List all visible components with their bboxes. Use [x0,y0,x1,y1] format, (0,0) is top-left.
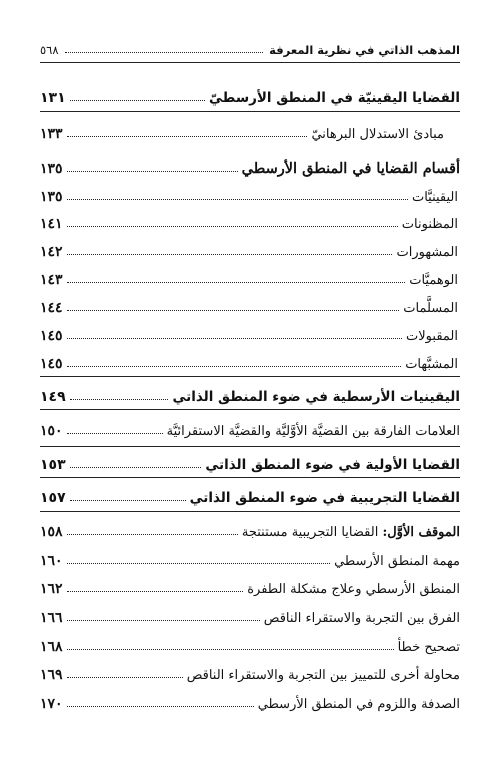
running-header [40,41,460,59]
toc-entry[interactable] [40,82,460,106]
toc-leader [67,563,331,564]
toc-entry-label: العلامات الفارقة بين القضيَّة الأوَّليَّة والقضيَّة الاستقرائيَّة [166,424,460,439]
toc-entry[interactable] [40,688,460,712]
toc-entry-label [242,525,460,540]
toc-entry-page: ١٥٠ [40,423,63,439]
toc-entry-label: الفرق بين التجربة والاستقراء الناقص [263,611,460,626]
toc-leader [67,591,244,592]
toc-entry-label: الصدفة واللزوم في المنطق الأرسطي [257,697,460,712]
section-divider [40,511,460,512]
toc-leader [67,199,408,200]
toc-entry-label: اليقينيَّات [411,190,458,205]
toc-entry-label: المنطق الأرسطي وعلاج مشكلة الطفرة [247,582,460,597]
toc-entry-label: تصحيح خطأ [397,640,460,655]
toc-leader [70,500,186,501]
toc-entry-page: ١٦٩ [40,667,63,683]
toc-entry[interactable] [40,118,460,142]
toc-leader [67,534,238,535]
toc-entry-page: ١٤٥ [40,356,63,372]
toc-entry[interactable] [40,236,460,260]
toc-entry-label: المشهورات [396,245,458,260]
toc-entry-label: مهمة المنطق الأرسطي [334,554,460,569]
toc-entry-page: ١٥٣ [40,457,66,473]
toc-entry[interactable] [40,545,460,569]
toc-entry-page: ١٥٨ [40,524,63,540]
toc-entry-label: أقسام القضايا في المنطق الأرسطي [241,160,460,177]
toc-leader [67,620,260,621]
toc-leader [67,706,254,707]
toc-entry[interactable] [40,415,460,439]
toc-leader [70,399,169,400]
toc-entry[interactable] [40,631,460,655]
toc-entry[interactable] [40,482,460,506]
header-rule [40,62,460,63]
toc-entry-page: ١٦٦ [40,610,63,626]
toc-leader [67,338,402,339]
section-divider [40,376,460,377]
toc-entry[interactable] [40,292,460,316]
toc-entry-page: ١٤٥ [40,328,63,344]
toc-leader [70,467,202,468]
toc-entry[interactable] [40,573,460,597]
section-divider [40,477,460,478]
toc-entry-label-rest: القضايا التجريبية مستنتجة [241,525,383,540]
toc-entry-label: محاولة أخرى للتمييز بين التجربة والاستقراء الناقص [186,668,460,683]
section-divider [40,446,460,447]
toc-leader [67,677,183,678]
toc-entry[interactable] [40,602,460,626]
toc-leader [67,310,400,311]
toc-entry-page: ١٥٧ [40,490,66,506]
toc-entry-label: مبادئ الاستدلال البرهانيّ [311,127,444,142]
toc-entry-label: اليقينيات الأرسطية في ضوء المنطق الذاتي [172,389,460,405]
toc-entry-page: ١٤٩ [40,389,66,405]
toc-entry[interactable] [40,449,460,473]
toc-leader [67,366,402,367]
toc-entry-page: ١٣٣ [40,126,63,142]
toc-entry[interactable] [40,320,460,344]
header-leader [65,52,264,53]
toc-entry-page: ١٤٤ [40,300,63,316]
toc-entry-label: المظنونات [401,217,458,232]
toc-entry[interactable] [40,659,460,683]
toc-entry-page: ١٦٠ [40,553,63,569]
toc-leader [67,254,393,255]
toc-entry[interactable] [40,381,460,405]
running-page-number: ٥٦٨ [40,43,59,57]
toc-entry[interactable] [40,181,460,205]
toc-entry-page: ١٦٨ [40,639,63,655]
toc-entry-label: المشبَّهات [405,357,458,372]
toc-leader [67,226,398,227]
toc-leader [67,171,238,172]
toc-entry[interactable] [40,264,460,288]
toc-entry-page: ١٣٥ [40,161,63,177]
toc-entry-label-bold: الموقف الأوَّل: [382,525,460,540]
section-divider [40,111,460,112]
toc-entry-page: ١٦٢ [40,581,63,597]
section-divider [40,409,460,410]
toc-entry-label: القضايا التجريبية في ضوء المنطق الذاتي [189,490,460,506]
toc-entry-label: القضايا اليقينيّة في المنطق الأرسطيّ [209,90,460,106]
toc-entry-page: ١٤٢ [40,244,63,260]
toc-entry[interactable] [40,153,460,177]
toc-entry-page: ١٤١ [40,216,63,232]
toc-entry-label: الوهميَّات [409,273,458,288]
toc-leader [70,100,205,101]
toc-entry-label: القضايا الأولية في ضوء المنطق الذاتي [205,457,460,473]
toc-entry[interactable] [40,208,460,232]
toc-entry[interactable] [40,348,460,372]
toc-entry-page: ١٣١ [40,90,66,106]
toc-leader [67,433,163,434]
toc-entry-page: ١٣٥ [40,189,63,205]
toc-leader [67,649,394,650]
toc-leader [67,136,308,137]
toc-entry-label: المقبولات [406,329,458,344]
toc-entry[interactable] [40,516,460,540]
running-title: المذهب الذاتي في نظرية المعرفة [269,43,460,57]
toc-entry-page: ١٧٠ [40,696,63,712]
toc-leader [67,282,406,283]
toc-entry-label: المسلَّمات [403,301,458,316]
toc-entry-page: ١٤٣ [40,272,63,288]
